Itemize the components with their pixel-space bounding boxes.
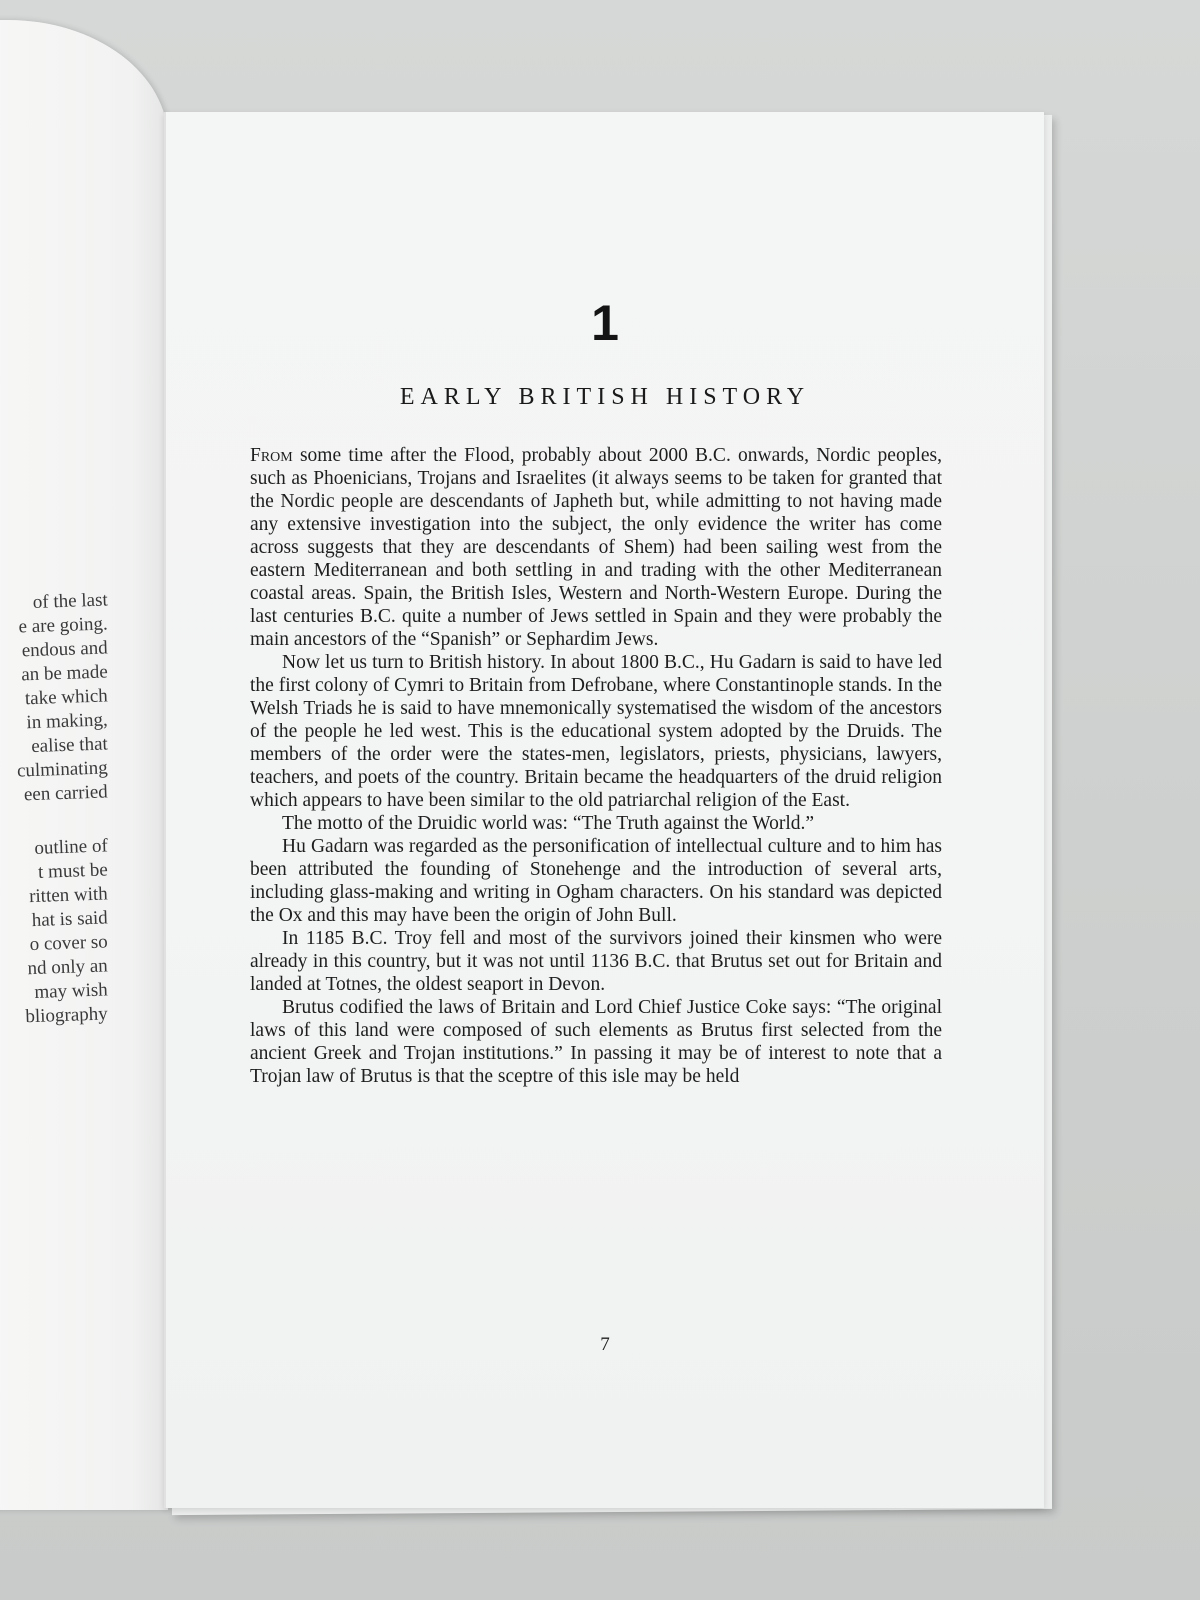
facing-line: een carried: [23, 781, 109, 806]
facing-line: an be made: [21, 661, 109, 686]
facing-page-text: [17, 590, 108, 1028]
facing-line: may wish: [34, 979, 109, 1003]
facing-line: t must be: [37, 859, 109, 883]
facing-line: ealise that: [31, 733, 109, 758]
drop-word: From: [250, 445, 293, 466]
facing-line-gap: [17, 804, 109, 837]
facing-line: ritten with: [28, 883, 109, 908]
facing-line: culminating: [16, 757, 109, 782]
paragraph: The motto of the Druidic world was: “The Truth against the World.”: [282, 813, 815, 834]
facing-page-left: [0, 20, 168, 1510]
facing-line: of the last: [32, 589, 109, 614]
facing-line: e are going.: [18, 613, 109, 638]
page-number: 7: [600, 1334, 610, 1355]
facing-line: take which: [24, 685, 109, 710]
paragraph: Now let us turn to British history. In about 1800 B.C., Hu Gadarn is said to have led the first colony of Cymri to Britain from Defrobane, where Constantinople stands. In the Welsh Triads he is said to have mnemonically systematised the wisdom of the ancestors of the people he led west. This is the educational system adopted by the Druids. The members of the order were the states-men, legislators, priests, physicians, lawyers, teachers, and poets of the country. Britain became the headquarters of the druid religion which appears to have been similar to the old patriarchal religion of the East.: [250, 652, 942, 811]
chapter-title: EARLY BRITISH HISTORY: [399, 384, 811, 410]
chapter-number: 1: [591, 295, 619, 351]
paragraph: [250, 444, 942, 651]
paragraph-text: some time after the Flood, probably about 2000 B.C. onwards, Nordic peoples, such as Phoenicians, Trojans and Israelites (it always seems to be taken for granted that the Nordic people are descendants of Japheth but, while admitting to not having made any extensive investigation into the subject, the only evidence the writer has come across suggests that they are descendants of Shem) had been sailing west from the eastern Mediterranean and both settling in and trading with the other Mediterranean coastal areas. Spain, the British Isles, Western and North-Western Europe. During the last centuries B.C. quite a number of Jews settled in Spain and they were probably the main ancestors of the “Spanish” or Sephardim Jews.: [250, 445, 942, 650]
facing-line: nd only an: [27, 955, 109, 980]
paragraph: Brutus codified the laws of Britain and Lord Chief Justice Coke says: “The original laws of this land were composed of such elements as Brutus first selected from the ancient Greek and Trojan institutions.” In passing it may be of interest to note that a Trojan law of Brutus is that the sceptre of this isle may be held: [250, 997, 942, 1087]
paragraph: In 1185 B.C. Troy fell and most of the survivors joined their kinsmen who were already in this country, but it was not until 1136 B.C. that Brutus set out for Britain and landed at Totnes, the oldest seaport in Devon.: [250, 928, 942, 995]
facing-line: endous and: [21, 637, 109, 662]
facing-line: hat is said: [31, 907, 109, 932]
facing-line: bliography: [25, 1003, 109, 1028]
facing-line: o cover so: [29, 931, 109, 956]
body-text: [250, 444, 942, 1088]
book-page: [164, 112, 1044, 1508]
facing-line: in making,: [26, 709, 109, 734]
paragraph: Hu Gadarn was regarded as the personification of intellectual culture and to him has been attributed the founding of Stonehenge and the introduction of several arts, including glass-making and writing in Ogham characters. On his standard was depicted the Ox and this may have been the origin of John Bull.: [250, 836, 942, 926]
facing-line: outline of: [34, 835, 109, 859]
